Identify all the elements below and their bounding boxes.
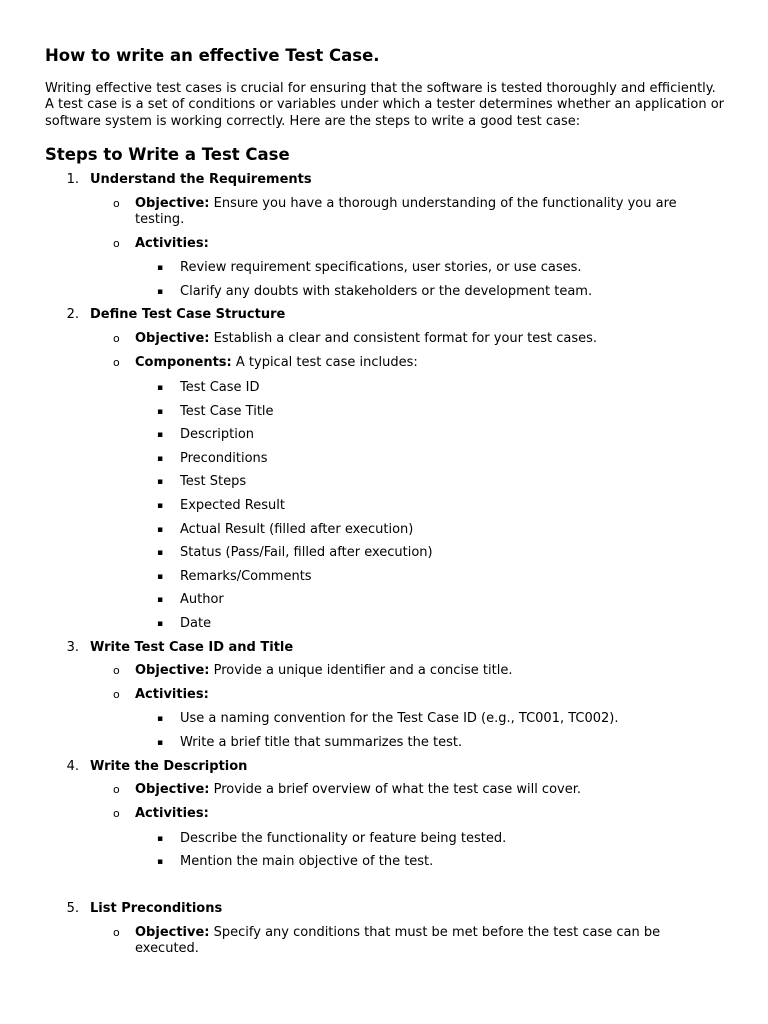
circle-bullet-icon: o	[113, 926, 120, 939]
step-number: 1.	[66, 172, 79, 187]
objective-text: Objective: Provide a brief overview of what the test case will cover.	[135, 782, 582, 797]
square-bullet-icon: ▪	[157, 619, 164, 629]
intro-paragraph: Writing effective test cases is crucial for ensuring that the software is tested thoroughly and efficiently. A test case is a set of conditions or variables under which a tester determines whether an application or software system is working correctly. Here are the steps to write a good test case:	[45, 81, 724, 129]
circle-bullet-icon: o	[113, 688, 120, 701]
square-bullet-icon: ▪	[157, 263, 164, 273]
square-bullet-icon: ▪	[157, 595, 164, 605]
step-title: Write the Description	[90, 759, 248, 774]
square-bullet-icon: ▪	[157, 477, 164, 487]
step-number: 2.	[66, 307, 79, 322]
square-bullet-icon: ▪	[157, 287, 164, 297]
step-title: List Preconditions	[90, 901, 223, 916]
step-number: 3.	[66, 640, 79, 655]
square-bullet-icon: ▪	[157, 857, 164, 867]
circle-bullet-icon: o	[113, 783, 120, 796]
section-heading: Steps to Write a Test Case	[45, 145, 290, 164]
step-title: Write Test Case ID and Title	[90, 640, 294, 655]
square-bullet-icon: ▪	[157, 407, 164, 417]
square-bullet-icon: ▪	[157, 738, 164, 748]
step-title: Define Test Case Structure	[90, 307, 286, 322]
objective-text: Objective: Provide a unique identifier and a concise title.	[135, 663, 513, 678]
square-bullet-icon: ▪	[157, 714, 164, 724]
components-text: Components: A typical test case includes:	[135, 355, 418, 370]
square-bullet-icon: ▪	[157, 572, 164, 582]
step-number: 5.	[66, 901, 79, 916]
circle-bullet-icon: o	[113, 356, 120, 369]
square-bullet-icon: ▪	[157, 834, 164, 844]
square-bullet-icon: ▪	[157, 383, 164, 393]
objective-text: Objective: Establish a clear and consistent format for your test cases.	[135, 331, 598, 346]
square-bullet-icon: ▪	[157, 454, 164, 464]
circle-bullet-icon: o	[113, 664, 120, 677]
objective-text: Objective: Specify any conditions that must be met before the test case can be executed.	[135, 925, 661, 957]
circle-bullet-icon: o	[113, 237, 120, 250]
circle-bullet-icon: o	[113, 197, 120, 210]
activities-label: Activities:	[135, 687, 209, 702]
square-bullet-icon: ▪	[157, 501, 164, 511]
circle-bullet-icon: o	[113, 807, 120, 820]
activities-label: Activities:	[135, 806, 209, 821]
square-bullet-icon: ▪	[157, 548, 164, 558]
circle-bullet-icon: o	[113, 332, 120, 345]
square-bullet-icon: ▪	[157, 430, 164, 440]
square-bullet-icon: ▪	[157, 525, 164, 535]
step-title: Understand the Requirements	[90, 172, 312, 187]
objective-text: Objective: Ensure you have a thorough understanding of the functionality you are testing.	[135, 196, 677, 228]
activities-label: Activities:	[135, 236, 209, 251]
document-title: How to write an effective Test Case.	[45, 46, 380, 65]
step-number: 4.	[66, 759, 79, 774]
